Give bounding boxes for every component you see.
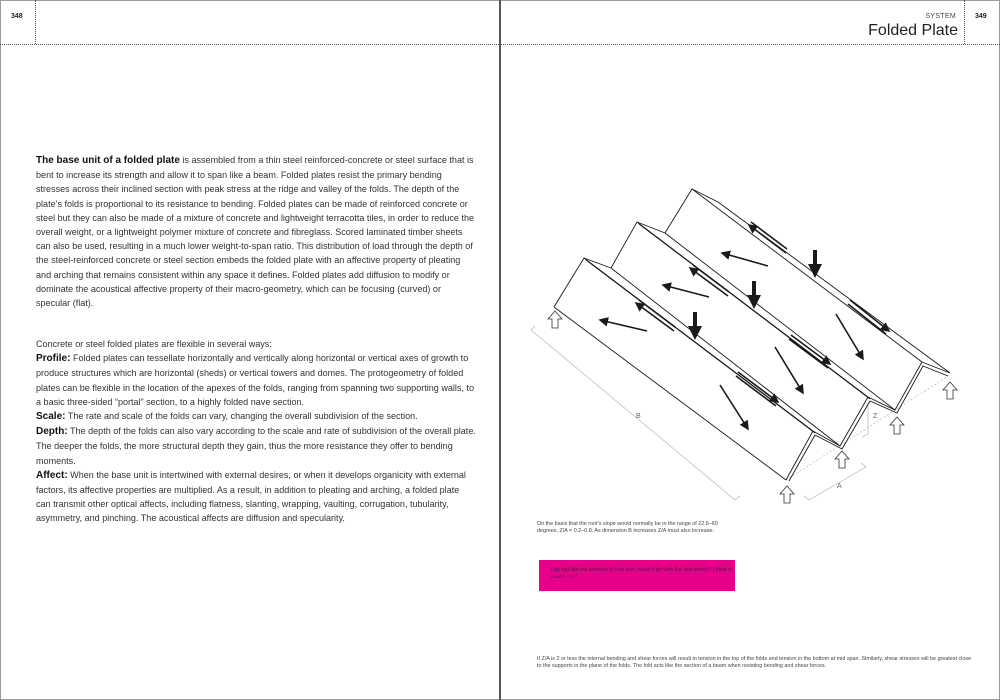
label-z: Z [873, 413, 878, 420]
load-arrow [688, 312, 702, 340]
ridge-arrow [738, 372, 778, 402]
item-text: The depth of the folds can also vary according to the scale and rate of subdivision of the overall plate. The deeper the folds, the more structural depth they gain, thus the more resistance they offer to bending moments. [36, 426, 476, 466]
dimension-z-line [862, 402, 868, 437]
ridge-arrow [791, 335, 830, 364]
folded-plate-outline [554, 189, 950, 481]
front-bottom-edge [554, 307, 786, 480]
header-rule-right [501, 44, 1000, 45]
page-title: Folded Plate [868, 22, 958, 39]
folded-plate-diagram [500, 150, 1000, 520]
flex-item-depth [36, 424, 476, 468]
dimension-a-line [804, 463, 866, 500]
slope-caption: On the basis that the roof’s slope would normally be in the range of 22.6–60 degrees, Z/A = 0.2–0.8. As dimension B increases Z/A must also increase. [537, 521, 718, 534]
support-arrow [890, 417, 904, 434]
load-arrow [808, 250, 822, 278]
back-profile [554, 189, 718, 307]
flex-item-affect [36, 468, 476, 526]
page-number-left: 348 [11, 13, 23, 20]
flexibility-section [36, 337, 476, 526]
item-text: When the base unit is intertwined with external desires, or when it develops organicity with external factors, its affective properties are multiplied. As a result, in addition to pleating and arching, a folded plate can transmit other optical affects, including flatness, slanting, wrapping, vaulting, corrugation, tubularity, asymmetry, and pinching. The acoustical affects are diffusion and specularity. [36, 469, 466, 524]
ridge-arrow [690, 268, 728, 296]
thrust-arrow [775, 347, 803, 393]
bending-caption: If Z/A is 2 or less the internal bending and shear forces will result in tension in the top of the folds and tension in the bottom at mid span. Similarly, shear stresses will be greatest close to the supports in the plane of the folds. The fold acts like the section of a beam when resisting bending and shear forces. [537, 656, 972, 669]
thrust-arrow [720, 385, 748, 429]
lead-term: The base unit of a folded plate [36, 155, 180, 166]
thrust-arrow [600, 320, 647, 331]
support-arrow [780, 486, 794, 503]
support-arrow [548, 311, 562, 328]
flex-item-scale [36, 409, 476, 424]
valley-2 [665, 233, 895, 410]
label-b: B [636, 413, 641, 420]
item-text: Folded plates can tessellate horizontally and vertically along horizontal or vertical axes of growth to produce structures which are horizontal (sheds) or vertical towers and domes. The protogeometry of folded plates can be flexible in the location of the apexes of the folds, ranging from spanning two supporting walls, to a basic three-sided “portal” section, to a highly folded nave section. [36, 353, 475, 407]
item-term: Affect: [36, 469, 68, 481]
paragraph-text: is assembled from a thin steel reinforced-concrete or steel surface that is bent to increase its strength and allow it to span like a beam. Folded plates resist the primary bending stresses across their inclined section with peak stress at the ridge and valley of the folds. The depth of the plate’s folds is proportional to its resistance to bending. Folded plates can be made of reinforced concrete or steel but they can also be made of a mixture of concrete and lightweight terracotta tiles, in order to reduce the overall weight, or a lightweight polymer mixture of concrete and fibreglass. Scored laminated timber sheets can also be used, resulting in a much lower weight-to-span ratio. This distribution of load through the depth of the steel-reinforced concrete or steel section embeds the folded plate with an affective property of pleating and arching that remains consistent within any space it defines. Folded plates add diffusion to modify or dominate the acoustical affective property of their macro-geometry, which can be focusing (curved) or specular (flat). [36, 155, 475, 309]
flex-item-profile [36, 351, 476, 409]
thrust-arrow [836, 314, 863, 359]
support-arrows [548, 311, 957, 503]
ridge-arrow [850, 300, 889, 331]
item-term: Profile: [36, 353, 71, 365]
item-text: The rate and scale of the folds can vary, changing the overall subdivision of the section. [65, 411, 418, 422]
ridge-arrow [636, 303, 674, 331]
ridge-3 [692, 189, 922, 362]
label-a: A [837, 483, 842, 490]
section-label: SYSTEM [925, 13, 956, 20]
intro-paragraph [36, 153, 476, 310]
header-divider-left [35, 0, 36, 44]
flexibility-intro: Concrete or steel folded plates are flexible in several ways: [36, 339, 272, 349]
item-term: Depth: [36, 426, 68, 438]
thrust-arrow [722, 253, 768, 266]
page-number-right: 349 [975, 13, 987, 20]
support-arrow [835, 451, 849, 468]
header-divider-right [964, 0, 965, 44]
support-arrow [943, 382, 957, 399]
comment-note-text: I do not like the position of that text, could it go with the one below? I think it could - no? [551, 567, 732, 580]
dimension-lines [531, 326, 950, 500]
thrust-arrow [663, 285, 709, 297]
item-term: Scale: [36, 411, 66, 423]
comment-note[interactable] [539, 560, 735, 591]
header-rule-left [0, 44, 499, 45]
ridge-arrow [749, 225, 786, 253]
